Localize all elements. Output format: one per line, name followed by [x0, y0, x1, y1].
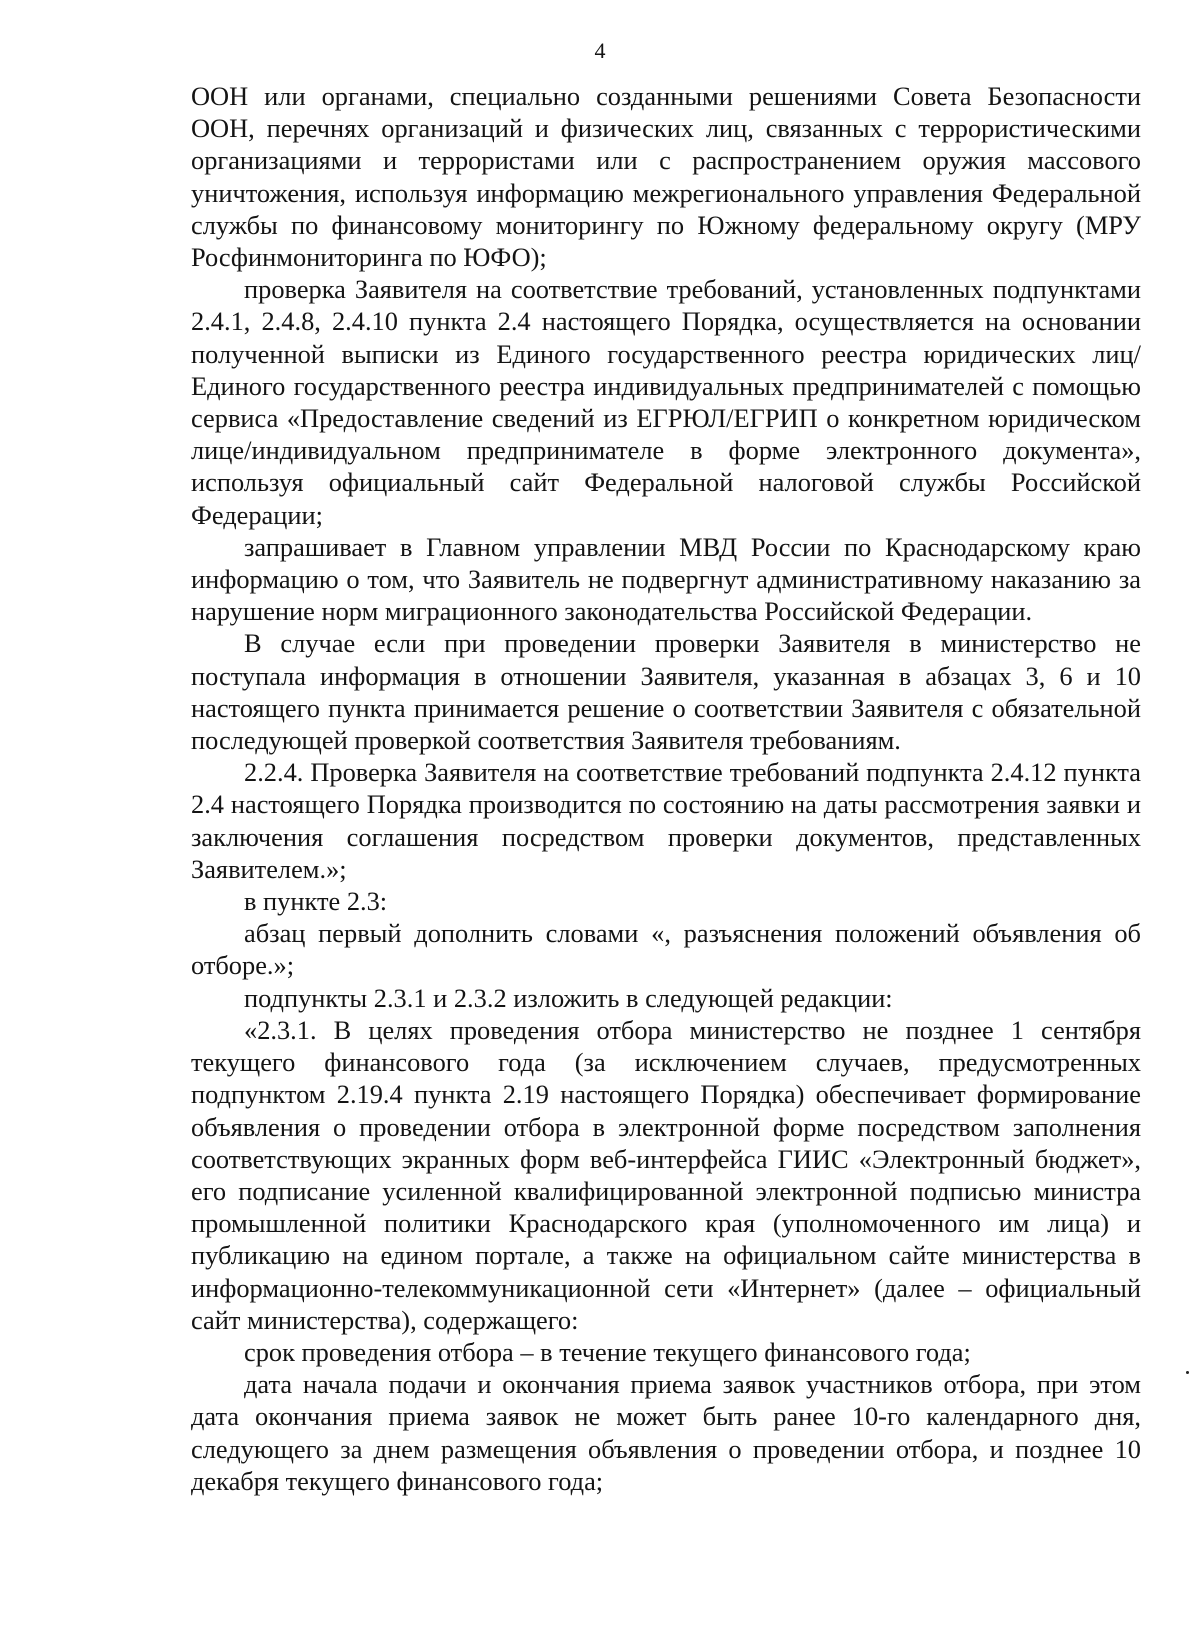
paragraph-7: абзац первый дополнить словами «, разъяснения положений объявления об отборе.»; — [191, 918, 1141, 981]
paragraph-6: в пункте 2.3: — [244, 886, 388, 917]
paragraph-5: 2.2.4. Проверка Заявителя на соответствие требований подпункта 2.4.12 пункта 2.4 настоящего Порядка производится по состоянию на даты рассмотрения заявки и заключения соглашения посредством проверки документов, представленных Заявителем.»; — [191, 757, 1141, 884]
paragraph-11: дата начала подачи и окончания приема заявок участников отбора, при этом дата окончания приема заявок не может быть ранее 10-го календарного дня, следующего за днем размещения объявления о проведении отбора, и позднее 10 декабря текущего финансового года; — [191, 1369, 1141, 1496]
document-body — [191, 80, 1141, 1497]
paragraph-2: проверка Заявителя на соответствие требований, установленных подпунктами 2.4.1, 2.4.8, 2.4.10 пункта 2.4 настоящего Порядка, осуществляется на основании полученной выписки из Единого государственного реестра юридических лиц/Единого государственного реестра индивидуальных предпринимателей с помощью сервиса «Предоставление сведений из ЕГРЮЛ/ЕГРИП о конкретном юридическом лице/индивидуальном предпринимателе в форме электронного документа», используя официальный сайт Федеральной налоговой службы Российской Федерации; — [191, 274, 1141, 530]
paragraph-3: запрашивает в Главном управлении МВД России по Краснодарскому краю информацию о том, что Заявитель не подвергнут административному наказанию за нарушение норм миграционного законодательства Российской Федерации. — [191, 531, 1141, 627]
paragraph-1: ООН или органами, специально созданными решениями Совета Безопасности ООН, перечнях организаций и физических лиц, связанных с террористическими организациями и террористами или с распространением оружия массового уничтожения, используя информацию межрегионального управления Федеральной службы по финансовому мониторингу по Южному федеральному округу (МРУ Росфинмониторинга по ЮФО); — [191, 81, 1141, 273]
paragraph-9: «2.3.1. В целях проведения отбора министерство не позднее 1 сентября текущего финансового года (за исключением случаев, предусмотренных подпунктом 2.19.4 пункта 2.19 настоящего Порядка) обеспечивает формирование объявления о проведении отбора в электронной форме посредством заполнения соответствующих экранных форм веб-интерфейса ГИИС «Электронный бюджет», его подписание усиленной квалифицированной электронной подписью министра промышленной политики Краснодарского края (уполномоченного им лица) и публикацию на едином портале, а также на официальном сайте министерства в информационно-телекоммуникационной сети «Интернет» (далее – официальный сайт министерства), содержащего: — [191, 1014, 1141, 1335]
scan-speck — [1186, 1371, 1189, 1374]
paragraph-10: срок проведения отбора – в течение текущего финансового года; — [244, 1336, 971, 1367]
paragraph-4: В случае если при проведении проверки Заявителя в министерство не поступала информация в отношении Заявителя, указанная в абзацах 3, 6 и 10 настоящего пункта принимается решение о соответствии Заявителя с обязательной последующей проверкой соответствия Заявителя требованиям. — [191, 628, 1141, 756]
page-number: 4 — [594, 38, 606, 63]
paragraph-8: подпункты 2.3.1 и 2.3.2 изложить в следующей редакции: — [244, 982, 893, 1013]
